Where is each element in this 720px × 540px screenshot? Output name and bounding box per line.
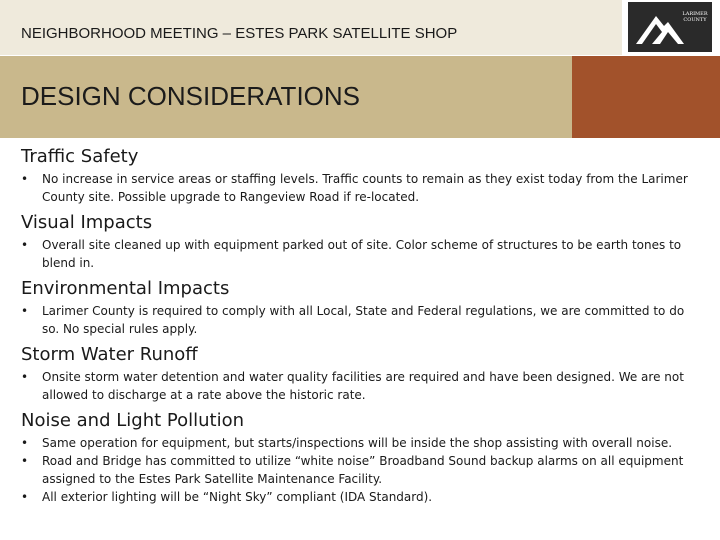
bullet-item bbox=[21, 236, 701, 272]
county-logo bbox=[628, 2, 712, 52]
bullet-item bbox=[21, 170, 701, 206]
logo-text: LARIMER COUNTY bbox=[682, 11, 708, 23]
section-heading: Noise and Light Pollution bbox=[21, 410, 244, 431]
bullet-item bbox=[21, 452, 701, 488]
bullet-text: Onsite storm water detention and water quality facilities are required and have been designed. We are not allowed to discharge at a rate above the historic rate. bbox=[42, 370, 684, 402]
bullet-item bbox=[21, 434, 701, 452]
section-traffic-safety bbox=[21, 144, 701, 206]
section-noise-light-pollution bbox=[21, 408, 701, 506]
section-heading: Traffic Safety bbox=[21, 146, 139, 167]
bullet-text: Larimer County is required to comply with all Local, State and Federal regulations, we are committed to do so. No special rules apply. bbox=[42, 304, 685, 336]
bullet-text: No increase in service areas or staffing levels. Traffic counts to remain as they exist today from the Larimer County site. Possible upgrade to Rangeview Road if re-located. bbox=[42, 172, 688, 204]
section-heading: Environmental Impacts bbox=[21, 278, 230, 299]
page-title: DESIGN CONSIDERATIONS bbox=[21, 81, 361, 111]
section-heading: Visual Impacts bbox=[21, 212, 153, 233]
bullet-text: Road and Bridge has committed to utilize “white noise” Broadband Sound backup alarms on all equipment assigned to the Estes Park Satellite Maintenance Facility. bbox=[42, 454, 684, 486]
bullet-item bbox=[21, 488, 701, 506]
header-bar bbox=[0, 0, 622, 55]
bullet-text: All exterior lighting will be “Night Sky” compliant (IDA Standard). bbox=[42, 490, 433, 504]
header-title: NEIGHBORHOOD MEETING – ESTES PARK SATELLITE SHOP bbox=[21, 25, 458, 42]
bullet-icon: • bbox=[21, 370, 29, 384]
bullet-item bbox=[21, 302, 701, 338]
section-storm-water-runoff bbox=[21, 342, 701, 404]
bullet-icon: • bbox=[21, 172, 29, 186]
bullet-item bbox=[21, 368, 701, 404]
bullet-icon: • bbox=[21, 238, 29, 252]
section-environmental-impacts bbox=[21, 276, 701, 338]
section-visual-impacts bbox=[21, 210, 701, 272]
section-heading: Storm Water Runoff bbox=[21, 344, 198, 365]
bullet-text: Same operation for equipment, but starts/inspections will be inside the shop assisting with overall noise. bbox=[42, 436, 673, 450]
bullet-icon: • bbox=[21, 454, 29, 468]
mountain-logo-icon bbox=[634, 8, 686, 46]
bullet-icon: • bbox=[21, 490, 29, 504]
content-body bbox=[21, 144, 701, 510]
banner-accent-block bbox=[572, 56, 720, 138]
bullet-icon: • bbox=[21, 304, 29, 318]
bullet-icon: • bbox=[21, 436, 29, 450]
bullet-text: Overall site cleaned up with equipment parked out of site. Color scheme of structures to be earth tones to blend in. bbox=[42, 238, 682, 270]
